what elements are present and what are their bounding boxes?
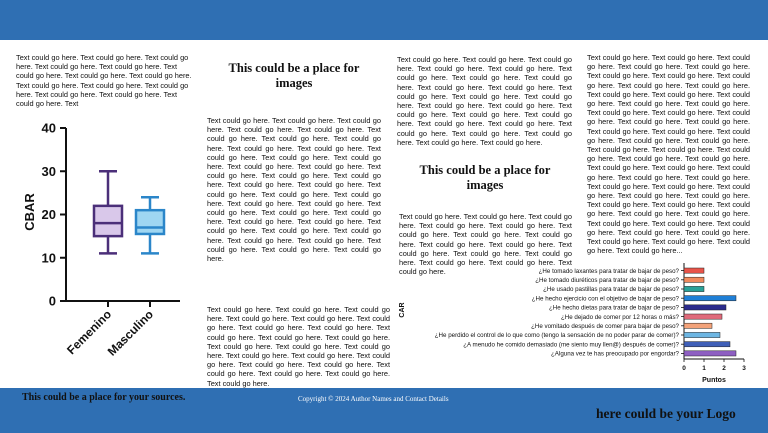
column3-text-mid: Text could go here. Text could go here. Text could go here. Text could go here. Text could go here. Text could go here. Text could go here. Text could go here. Text could go here. Text could go here. Text could go here. Text could go here. Text could go here. Text could go here. Text could go here. Text could go here. bbox=[399, 212, 572, 277]
box-femenino bbox=[94, 171, 122, 253]
image-placeholder-2: This could be a place for images bbox=[419, 163, 551, 192]
bar bbox=[684, 332, 720, 337]
category-label: ¿Alguna vez te has preocupado por engordar? bbox=[551, 350, 679, 358]
bar bbox=[684, 323, 712, 328]
category-label: ¿He tomado diuréticos para tratar de bajar de peso? bbox=[535, 277, 679, 284]
category-label: ¿He hecho dietas para tratar de bajar de peso? bbox=[548, 304, 679, 312]
column2-text-b: Text could go here. Text could go here. Text could go here. Text could go here. Text could go here. Text could go here. Text could go here. Text could go here. Text could go here. Text could go here. Text could go here. Text could go here. Text could go here. Text could go here. Text could go here. Text could go here. Text could go here. Text could go here. Text could go here. Text could go here. Text could go here. Text could go here. Text could go here. bbox=[207, 305, 390, 388]
bar bbox=[684, 286, 704, 291]
bar bbox=[684, 305, 726, 310]
sources-text: This could be a place for your sources. bbox=[22, 392, 186, 403]
x-tick-label: 2 bbox=[722, 365, 726, 372]
category-label: ¿He tomado laxantes para tratar de bajar de peso? bbox=[538, 267, 679, 275]
column3-text-top: Text could go here. Text could go here. Text could go here. Text could go here. Text could go here. Text could go here. Text could go here. Text could go here. Text could go here. Text could go here. Text could go here. Text could go here. Text could go here. Text could go here. Text could go here. Text could go here. Text could go here. Text could go here. Text could go here. Text could go here. Text could go here. Text could go here. Text could go here. Text could go here. Text could go here. bbox=[397, 55, 572, 147]
y-axis-label: CBAR bbox=[22, 193, 37, 231]
logo-placeholder: here could be your Logo bbox=[596, 406, 736, 421]
category-label: ¿He hecho ejercicio con el objetivo de bajar de peso? bbox=[531, 295, 679, 303]
x-tick-label: 3 bbox=[742, 365, 746, 372]
bar bbox=[684, 314, 722, 319]
bar bbox=[684, 277, 704, 282]
box-masculino bbox=[136, 197, 164, 253]
column4-text: Text could go here. Text could go here. Text could go here. Text could go here. Text could go here. Text could go here. Text could go here. Text could go here. Text could go here. Text could go here. Text could go here. Text could go here. Text could go here. Text could go here. Text could go here. Text could go here. Text could go here. Text could go here. Text could go here. Text could go here. Text could go here. Text could go here. Text could go here. Text could go here. Text could go here. Text could go here. Text could go here. Text could go here. Text could go here. Text could go here. Text could go here. Text could go here. Text could go here. Text could go here. Text could go here. Text could go here. Text could go here. Text could go here. Text could go here. Text could go here. Text could go here. Text could go here. Text could go here. Text could go here. Text could go here. Text could go here. Text could go here. Text could go here. Text could go here. Text could go here. Text could go here. Text could go here. Text could go here. Text could go here... bbox=[587, 53, 750, 256]
y-tick-label: 40 bbox=[41, 120, 56, 136]
category-label: ¿He dejado de comer por 12 horas o más? bbox=[561, 313, 679, 321]
box-iqr bbox=[94, 206, 122, 236]
bar bbox=[684, 351, 736, 356]
bar bbox=[684, 342, 730, 347]
x-tick-label: Masculino bbox=[104, 307, 157, 359]
bar bbox=[684, 296, 736, 301]
copyright-text: Copyright © 2024 Author Names and Contact Details bbox=[298, 395, 449, 403]
horizontal-bar-chart bbox=[396, 258, 766, 388]
bar bbox=[684, 268, 704, 273]
column2-text-a: Text could go here. Text could go here. Text could go here. Text could go here. Text could go here. Text could go here. Text could go here. Text could go here. Text could go here. Text could go here. Text could go here. Text could go here. Text could go here. Text could go here. Text could go here. Text could go here. Text could go here. Text could go here. Text could go here. Text could go here. Text could go here. Text could go here. Text could go here. Text could go here. Text could go here. Text could go here. Text could go here. Text could go here. Text could go here. Text could go here. Text could go here. Text could go here. Text could go here. Text could go here. Text could go here. Text could go here. Text could go here. Text could go here. bbox=[207, 116, 381, 264]
image-placeholder-1: This could be a place for images bbox=[228, 61, 360, 90]
x-tick-label: 1 bbox=[702, 365, 706, 372]
category-label: ¿He vomitado después de comer para bajar de peso? bbox=[531, 323, 679, 330]
boxplot-chart bbox=[10, 112, 200, 372]
category-label: ¿He usado pastillas para tratar de bajar de peso? bbox=[543, 286, 679, 294]
y-tick-label: 10 bbox=[41, 250, 56, 266]
y-tick-label: 30 bbox=[41, 163, 56, 179]
x-tick-label: Femenino bbox=[64, 307, 115, 358]
intro-text: Text could go here. Text could go here. Text could go here. Text could go here. Text could go here. Text could go here. Text could go here. Text could go here. Text could go here. Text could go here. Text could go here. Text could go here. Text could go here. Text could go here. Text bbox=[16, 53, 192, 109]
y-tick-label: 20 bbox=[41, 207, 56, 222]
y-axis-label: CAR bbox=[399, 302, 406, 318]
top-banner bbox=[0, 0, 768, 40]
x-axis-label: Puntos bbox=[702, 377, 726, 384]
category-label: ¿He perdido el control de lo que como (tengo la sensación de no poder parar de comer)? bbox=[434, 332, 679, 340]
box-iqr bbox=[136, 210, 164, 234]
x-tick-label: 0 bbox=[682, 365, 686, 372]
category-label: ¿A menudo he comido demasiado (me siento muy llen@) después de comer)? bbox=[463, 341, 679, 349]
y-tick-label: 0 bbox=[48, 293, 56, 309]
